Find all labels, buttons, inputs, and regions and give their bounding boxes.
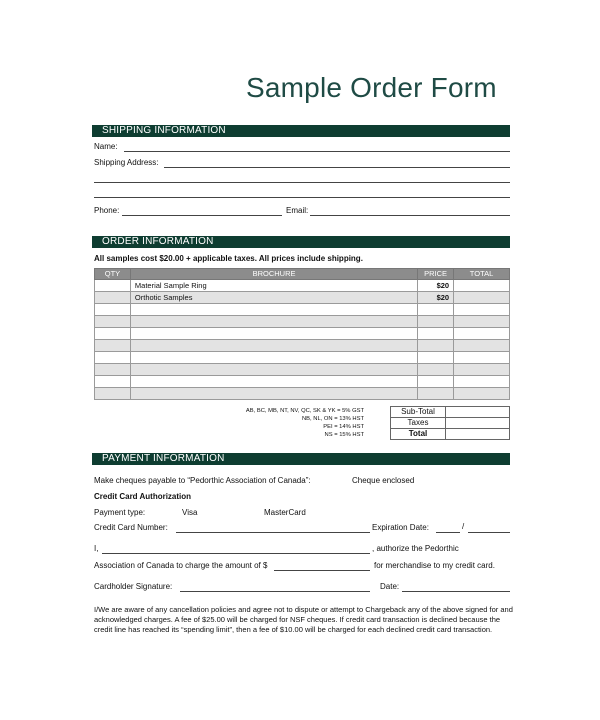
authorize-text: , authorize the Pedorthic xyxy=(372,544,459,553)
column-header-price: PRICE xyxy=(418,269,454,280)
qty-cell[interactable] xyxy=(95,316,131,328)
order-note: All samples cost $20.00 + applicable taxes. All prices include shipping. xyxy=(94,254,363,263)
qty-cell[interactable] xyxy=(95,364,131,376)
qty-cell[interactable] xyxy=(95,304,131,316)
qty-cell[interactable] xyxy=(95,328,131,340)
total-cell[interactable] xyxy=(454,328,510,340)
email-field[interactable] xyxy=(310,206,510,216)
total-label: Total xyxy=(391,429,446,440)
price-cell: $20 xyxy=(418,280,454,292)
totals-table xyxy=(390,406,510,440)
shipping-address-field-2[interactable] xyxy=(94,173,510,183)
column-header-total: TOTAL xyxy=(454,269,510,280)
shipping-section-header: SHIPPING INFORMATION xyxy=(92,125,510,137)
price-cell xyxy=(418,352,454,364)
payment-type-label: Payment type: xyxy=(94,508,146,517)
total-cell[interactable] xyxy=(454,364,510,376)
taxes-value[interactable] xyxy=(446,418,510,429)
tax-rate-line: NS = 15% HST xyxy=(324,432,364,438)
expiration-date-label: Expiration Date: xyxy=(372,523,429,532)
shipping-address-label: Shipping Address: xyxy=(94,158,159,167)
name-field[interactable] xyxy=(124,142,510,152)
charge-amount-field[interactable] xyxy=(274,561,370,571)
subtotal-row xyxy=(391,407,510,418)
price-cell xyxy=(418,340,454,352)
tax-rate-line: PEI = 14% HST xyxy=(323,424,364,430)
price-cell xyxy=(418,376,454,388)
total-cell[interactable] xyxy=(454,376,510,388)
total-cell[interactable] xyxy=(454,316,510,328)
taxes-row xyxy=(391,418,510,429)
order-section-header: ORDER INFORMATION xyxy=(92,236,510,248)
total-cell[interactable] xyxy=(454,352,510,364)
price-cell xyxy=(418,388,454,400)
price-cell xyxy=(418,328,454,340)
total-row xyxy=(391,429,510,440)
taxes-label: Taxes xyxy=(391,418,446,429)
authorizer-i-label: I, xyxy=(94,544,99,553)
qty-cell[interactable] xyxy=(95,352,131,364)
name-label: Name: xyxy=(94,142,118,151)
table-row xyxy=(95,352,510,364)
cardholder-signature-label: Cardholder Signature: xyxy=(94,582,173,591)
column-header-qty: QTY xyxy=(95,269,131,280)
brochure-cell[interactable] xyxy=(130,376,417,388)
expiration-separator: / xyxy=(462,522,465,531)
brochure-cell[interactable] xyxy=(130,388,417,400)
brochure-cell[interactable] xyxy=(130,364,417,376)
expiration-month-field[interactable] xyxy=(436,523,460,533)
table-row xyxy=(95,280,510,292)
column-header-brochure: BROCHURE xyxy=(130,269,417,280)
brochure-cell[interactable] xyxy=(130,328,417,340)
table-row xyxy=(95,304,510,316)
visa-option[interactable]: Visa xyxy=(182,508,198,517)
phone-label: Phone: xyxy=(94,206,120,215)
table-row xyxy=(95,364,510,376)
phone-field[interactable] xyxy=(122,206,282,216)
shipping-address-field-1[interactable] xyxy=(164,158,510,168)
disclaimer-paragraph: I/We are aware of any cancellation policies and agree not to dispute or attempt to Chargeback any of the above signed for and acknowledged charges. A fee of $25.00 will be charged for NSF cheques. If credit card transaction is declined because the credit line has reached its “spending limit”, then a fee of $10.00 will be charged for each declined credit card transaction. xyxy=(94,605,513,634)
qty-cell[interactable] xyxy=(95,388,131,400)
table-row xyxy=(95,328,510,340)
mastercard-option[interactable]: MasterCard xyxy=(264,508,306,517)
tax-rates xyxy=(236,407,364,439)
authorizer-name-field[interactable] xyxy=(102,544,370,554)
brochure-cell: Material Sample Ring xyxy=(130,280,417,292)
charge-amount-text: Association of Canada to charge the amount of $ xyxy=(94,561,268,570)
total-cell[interactable] xyxy=(454,304,510,316)
total-cell[interactable] xyxy=(454,292,510,304)
price-cell: $20 xyxy=(418,292,454,304)
qty-cell[interactable] xyxy=(95,340,131,352)
page-title: Sample Order Form xyxy=(246,72,497,103)
card-number-field[interactable] xyxy=(176,523,370,533)
total-value[interactable] xyxy=(446,429,510,440)
merchandise-text: for merchandise to my credit card. xyxy=(374,561,495,570)
payment-section-header: PAYMENT INFORMATION xyxy=(92,453,510,465)
brochure-cell[interactable] xyxy=(130,316,417,328)
brochure-cell: Orthotic Samples xyxy=(130,292,417,304)
shipping-address-field-3[interactable] xyxy=(94,188,510,198)
table-row xyxy=(95,292,510,304)
qty-cell[interactable] xyxy=(95,292,131,304)
subtotal-label: Sub-Total xyxy=(391,407,446,418)
credit-card-authorization-heading: Credit Card Authorization xyxy=(94,492,192,501)
brochure-cell[interactable] xyxy=(130,304,417,316)
total-cell[interactable] xyxy=(454,280,510,292)
subtotal-value[interactable] xyxy=(446,407,510,418)
order-table xyxy=(94,268,510,400)
price-cell xyxy=(418,364,454,376)
price-cell xyxy=(418,316,454,328)
price-cell xyxy=(418,304,454,316)
total-cell[interactable] xyxy=(454,340,510,352)
cheque-enclosed-option[interactable]: Cheque enclosed xyxy=(352,476,415,485)
brochure-cell[interactable] xyxy=(130,340,417,352)
cardholder-signature-field[interactable] xyxy=(180,582,370,592)
brochure-cell[interactable] xyxy=(130,352,417,364)
card-number-label: Credit Card Number: xyxy=(94,523,168,532)
email-label: Email: xyxy=(286,206,309,215)
table-row xyxy=(95,376,510,388)
signature-date-field[interactable] xyxy=(402,582,510,592)
table-row xyxy=(95,316,510,328)
signature-date-label: Date: xyxy=(380,582,400,591)
order-table-header-row xyxy=(95,269,510,280)
qty-cell[interactable] xyxy=(95,376,131,388)
table-row xyxy=(95,340,510,352)
total-cell[interactable] xyxy=(454,388,510,400)
table-row xyxy=(95,388,510,400)
cheques-payable-text: Make cheques payable to “Pedorthic Association of Canada”: xyxy=(94,476,311,485)
tax-rate-line: NB, NL, ON = 13% HST xyxy=(301,416,364,422)
qty-cell[interactable] xyxy=(95,280,131,292)
expiration-year-field[interactable] xyxy=(468,523,510,533)
tax-rate-line: AB, BC, MB, NT, NV, QC, SK & YK = 5% GST xyxy=(245,408,364,414)
